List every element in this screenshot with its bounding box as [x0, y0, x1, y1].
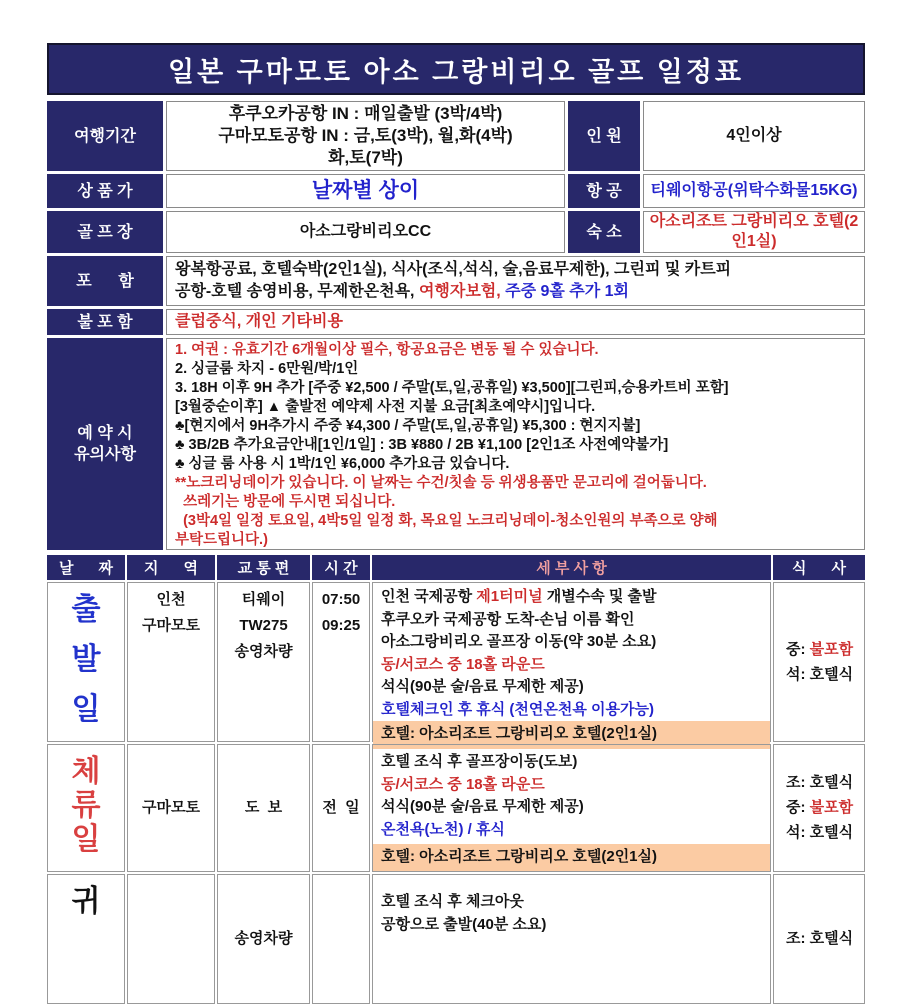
persons-value: 4인이상	[643, 101, 865, 171]
transport-line: 송영차량	[234, 930, 293, 947]
detail-line: 아소그랑비리오 골프장 이동(약 30분 소요)	[381, 633, 657, 650]
lodging-value: 아소리조트 그랑비리오 호텔(2인1실)	[643, 211, 865, 253]
travel-period-value	[166, 101, 565, 171]
transport-line: TW275	[239, 617, 288, 634]
region-line: 구마모토	[142, 799, 200, 816]
day1-details	[372, 582, 771, 742]
detail-line: 석식(90분 술/음료 무제한 제공)	[381, 678, 584, 695]
day-char: 류	[71, 789, 101, 822]
day-label-stay	[47, 744, 125, 872]
excluded-label: 불 포 함	[47, 309, 163, 335]
note-line: 2. 싱글룸 차지 - 6만원/박/1인	[175, 361, 359, 377]
day1-hotel-bar: 호텔: 아소리조트 그랑비리오 호텔(2인1실)	[373, 721, 770, 749]
schedule-header-transport: 교 통 편	[217, 555, 310, 580]
meal-line: 조: 호텔식	[786, 774, 854, 791]
detail-line: 동/서코스 중 18홀 라운드	[381, 775, 545, 793]
note-line: ♣[현지에서 9H추가시 주중 ¥4,300 / 주말(토,일,공휴일) ¥5,300 : 현지지불]	[175, 418, 641, 434]
note-line: ♣ 싱글 룸 사용 시 1박/1인 ¥6,000 추가요금 있습니다.	[175, 456, 510, 472]
note-line: [3월중순이후] ▲ 출발전 예약제 사전 지불 요금[최초예약시]입니다.	[175, 399, 596, 415]
detail-line: 석식(90분 술/음료 무제한 제공)	[381, 798, 584, 815]
note-line: 부탁드립니다.)	[175, 532, 268, 548]
day-label-departure	[47, 582, 125, 742]
transport-line: 티웨이	[241, 591, 286, 608]
day2-meals	[773, 744, 865, 872]
note-line: **노크리닝데이가 있습니다. 이 날짜는 수건/칫솔 등 위생용품만 문고리에 걸어둡니다.	[175, 475, 707, 491]
included-value	[166, 256, 865, 306]
info-table	[47, 101, 865, 550]
schedule-header-details: 세 부 사 항	[372, 555, 771, 580]
booking-notes	[166, 338, 865, 550]
time-line: 09:25	[321, 617, 361, 634]
schedule-header-date: 날 짜	[47, 555, 125, 580]
note-line: 1. 여권 : 유효기간 6개월이상 필수, 항공요금은 변동 될 수 있습니다.	[175, 342, 599, 358]
day2-time	[312, 744, 370, 872]
time-line: 07:50	[321, 591, 361, 608]
transport-line: 송영차량	[234, 643, 293, 660]
day-char: 출	[71, 593, 101, 626]
travel-period-line: 화,토(7박)	[328, 148, 403, 167]
day3-time	[312, 874, 370, 1004]
day3-region	[127, 874, 215, 1004]
golf-course-value: 아소그랑비리오CC	[166, 211, 565, 253]
included-label: 포 함	[47, 256, 163, 306]
detail-line: 동/서코스 중 18홀 라운드	[381, 655, 545, 673]
note-line: 쓰레기는 방문에 두시면 되십니다.	[175, 494, 396, 510]
detail-line: 후쿠오카 국제공항 도착-손님 이름 확인	[381, 610, 635, 628]
day2-region	[127, 744, 215, 872]
booking-notes-label: 예 약 시 유의사항	[47, 338, 163, 550]
schedule-header-region: 지 역	[127, 555, 215, 580]
meal-line: 석: 호텔식	[786, 665, 854, 683]
time-line: 전 일	[322, 799, 360, 816]
day1-time	[312, 582, 370, 742]
travel-period-line: 구마모토공항 IN : 금,토(3박), 월,화(4박)	[218, 126, 513, 145]
day-char: 일	[71, 693, 101, 726]
airline-value: 티웨이항공(위탁수화물15KG)	[643, 174, 865, 208]
day-label-return	[47, 874, 125, 1004]
travel-period-line: 후쿠오카공항 IN : 매일출발 (3박/4박)	[228, 104, 503, 123]
day2-transport	[217, 744, 310, 872]
detail-line: 호텔체크인 후 휴식 (천연온천욕 이용가능)	[381, 700, 654, 718]
day3-meals	[773, 874, 865, 1004]
schedule-header-meals: 식 사	[773, 555, 865, 580]
day1-region	[127, 582, 215, 742]
day2-details	[372, 744, 771, 872]
meal-line: 석: 호텔식	[786, 824, 854, 841]
schedule-table	[47, 555, 865, 1004]
region-line: 인천	[156, 591, 186, 608]
included-line2: 공항-호텔 송영비용, 무제한온천욕, 여행자보험, 주중 9홀 추가 1회	[175, 283, 630, 300]
day-char: 일	[71, 823, 101, 856]
day2-hotel-bar: 호텔: 아소리조트 그랑비리오 호텔(2인1실)	[373, 844, 770, 872]
day1-transport	[217, 582, 310, 742]
travel-period-label: 여행기간	[47, 101, 163, 171]
detail-line: 인천 국제공항 제1터미널 개별수속 및 출발	[381, 588, 657, 605]
detail-line: 호텔 조식 후 골프장이동(도보)	[381, 753, 578, 770]
day-char: 체	[71, 755, 101, 788]
price-label: 상 품 가	[47, 174, 163, 208]
persons-label: 인 원	[568, 101, 640, 171]
golf-course-label: 골 프 장	[47, 211, 163, 253]
note-line: 3. 18H 이후 9H 추가 [주중 ¥2,500 / 주말(토,일,공휴일) ¥3,500][그린피,승용카트비 포함]	[175, 380, 729, 396]
detail-line: 공항으로 출발(40분 소요)	[381, 915, 547, 933]
note-line: ♣ 3B/2B 추가요금안내[1인/1일] : 3B ¥880 / 2B ¥1,100 [2인1조 사전예약불가]	[175, 437, 669, 453]
page-title: 일본 구마모토 아소 그랑비리오 골프 일정표	[47, 43, 865, 95]
day1-meals	[773, 582, 865, 742]
day-char: 발	[71, 643, 101, 676]
detail-line: 온천욕(노천) / 휴식	[381, 820, 505, 838]
note-line: (3박4일 일정 토요일, 4박5일 일정 화, 목요일 노크리닝데이-청소인원의 부족으로 양해	[175, 513, 718, 529]
day3-details	[372, 874, 771, 1004]
included-line1: 왕복항공료, 호텔숙박(2인1실), 식사(조식,석식, 술,음료무제한), 그린피 및 카트피	[175, 261, 732, 278]
excluded-value: 클럽중식, 개인 기타비용	[166, 309, 865, 335]
day-char: 귀	[71, 885, 101, 918]
detail-line: 호텔 조식 후 체크아웃	[381, 893, 524, 910]
meal-line: 중: 불포함	[786, 799, 854, 816]
transport-line: 도 보	[244, 799, 283, 816]
meal-line: 조: 호텔식	[786, 930, 854, 947]
lodging-label: 숙 소	[568, 211, 640, 253]
region-line: 구마모토	[142, 617, 200, 634]
schedule-header-time: 시 간	[312, 555, 370, 580]
airline-label: 항 공	[568, 174, 640, 208]
price-value: 날짜별 상이	[166, 174, 565, 208]
day3-transport	[217, 874, 310, 1004]
meal-line: 중: 불포함	[786, 640, 854, 658]
